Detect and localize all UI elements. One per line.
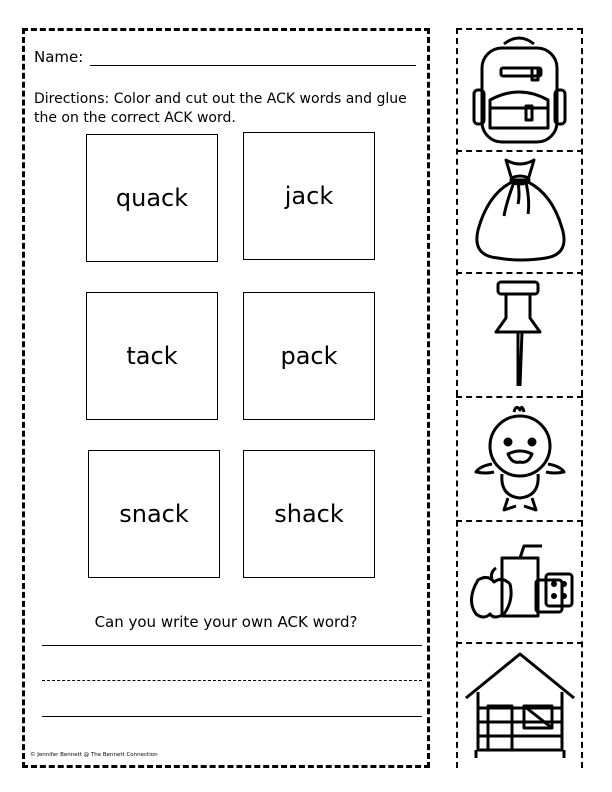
word-card-shack[interactable] <box>243 450 375 578</box>
card-word: quack <box>115 184 189 212</box>
word-card-quack[interactable] <box>86 134 218 262</box>
directions-text: Directions: Color and cut out the ACK words and glue the on the correct ACK word. <box>34 91 407 126</box>
cut-line <box>456 396 583 398</box>
shack-icon <box>458 646 581 764</box>
write-prompt: Can you write your own ACK word? <box>94 613 358 631</box>
writing-mid-line <box>42 680 422 681</box>
sack-icon <box>458 154 581 269</box>
name-label: Name: <box>34 48 84 66</box>
cut-line <box>456 642 583 644</box>
name-row <box>34 46 418 68</box>
word-card-snack[interactable] <box>88 450 220 578</box>
thumbtack-icon <box>458 276 581 394</box>
cutout-sack[interactable] <box>458 154 581 269</box>
copyright-text: © Jennifer Bennett @ The Bennett Connection <box>30 752 158 758</box>
card-word: tack <box>126 342 178 370</box>
word-card-pack[interactable] <box>243 292 375 420</box>
cutout-snack[interactable] <box>458 524 581 639</box>
writing-top-line[interactable] <box>42 645 422 646</box>
snack-icon <box>458 524 581 639</box>
word-card-jack[interactable] <box>243 132 375 260</box>
cut-line <box>456 520 583 522</box>
cut-line <box>456 28 583 30</box>
cut-line <box>456 272 583 274</box>
writing-base-line <box>42 716 422 717</box>
cut-line <box>456 150 583 152</box>
backpack-icon <box>458 32 581 147</box>
duck-icon <box>458 400 581 516</box>
card-word: pack <box>280 342 338 370</box>
name-input-line[interactable] <box>90 65 416 66</box>
cutout-thumbtack[interactable] <box>458 276 581 394</box>
card-word: jack <box>284 182 334 210</box>
card-word: shack <box>274 500 344 528</box>
cutout-backpack[interactable] <box>458 32 581 147</box>
word-card-tack[interactable] <box>86 292 218 420</box>
card-word: snack <box>119 500 189 528</box>
cutout-shack[interactable] <box>458 646 581 764</box>
cutout-duck[interactable] <box>458 400 581 516</box>
